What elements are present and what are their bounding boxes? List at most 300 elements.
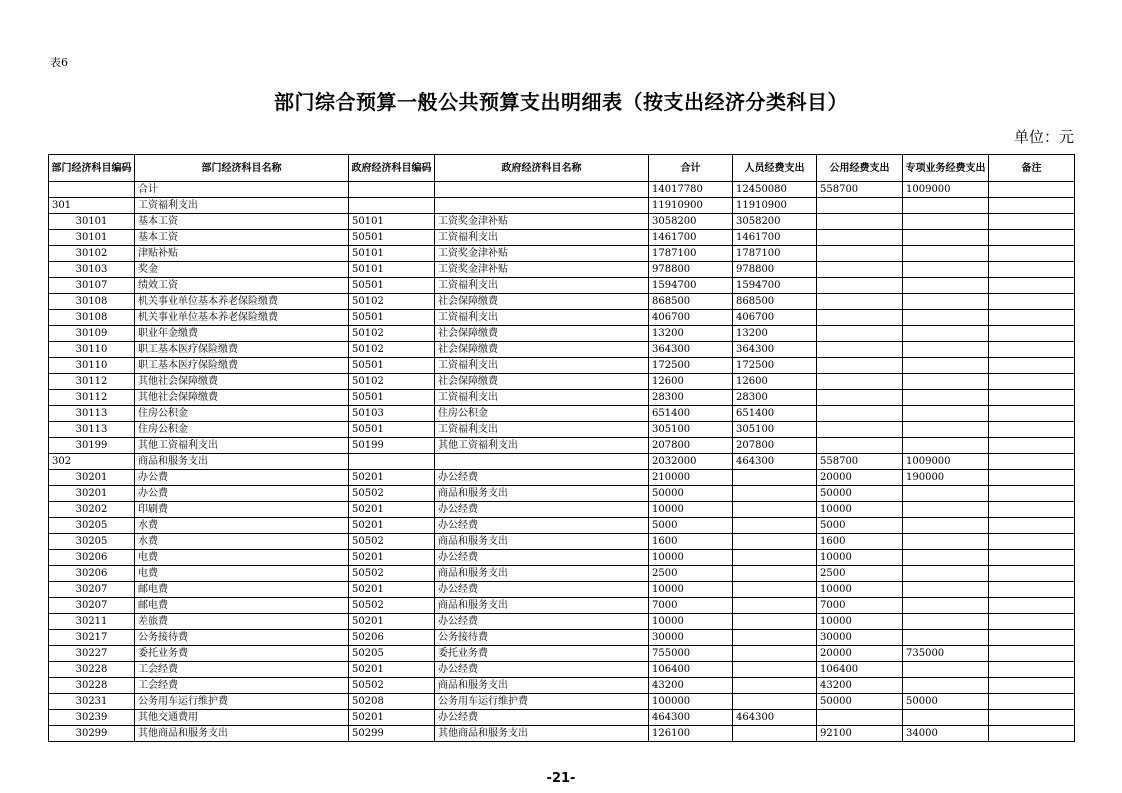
gov-code-cell: 50502 [349,678,435,694]
special-cell [903,374,989,390]
dept-code-cell: 30108 [49,294,135,310]
gov-code-cell [349,182,435,198]
total-cell: 50000 [649,486,733,502]
dept-code-cell: 30112 [49,390,135,406]
special-cell [903,214,989,230]
gov-name-cell: 办公经费 [435,470,649,486]
table-row [49,694,1075,710]
dept-name-cell: 奖金 [135,262,349,278]
remarks-cell [989,518,1075,534]
dept-name-cell: 住房公积金 [135,422,349,438]
total-cell: 172500 [649,358,733,374]
remarks-cell [989,326,1075,342]
dept-name-cell: 公务接待费 [135,630,349,646]
gov-code-cell: 50201 [349,582,435,598]
total-cell: 43200 [649,678,733,694]
col-header-personnel: 人员经费支出 [733,155,817,182]
dept-code-cell: 30201 [49,470,135,486]
special-cell: 190000 [903,470,989,486]
dept-code-cell: 30108 [49,310,135,326]
special-cell [903,550,989,566]
dept-code-cell: 30110 [49,342,135,358]
remarks-cell [989,310,1075,326]
gov-name-cell: 办公经费 [435,550,649,566]
total-cell: 1594700 [649,278,733,294]
table-row [49,550,1075,566]
dept-code-cell: 30228 [49,678,135,694]
dept-name-cell: 其他工资福利支出 [135,438,349,454]
dept-code-cell: 30206 [49,566,135,582]
table-row [49,342,1075,358]
gov-name-cell: 商品和服务支出 [435,598,649,614]
gov-code-cell: 50501 [349,310,435,326]
remarks-cell [989,550,1075,566]
total-cell: 2500 [649,566,733,582]
dept-code-cell: 30205 [49,534,135,550]
special-cell [903,326,989,342]
special-cell [903,630,989,646]
dept-name-cell: 电费 [135,550,349,566]
public-cell: 10000 [817,582,903,598]
dept-code-cell: 30211 [49,614,135,630]
special-cell [903,294,989,310]
dept-name-cell: 其他社会保障缴费 [135,374,349,390]
dept-name-cell: 其他交通费用 [135,710,349,726]
total-cell: 126100 [649,726,733,742]
dept-code-cell: 30231 [49,694,135,710]
dept-name-cell: 委托业务费 [135,646,349,662]
total-cell: 2032000 [649,454,733,470]
gov-code-cell: 50206 [349,630,435,646]
dept-name-cell: 办公费 [135,470,349,486]
remarks-cell [989,694,1075,710]
special-cell [903,406,989,422]
table-row [49,182,1075,198]
dept-code-cell: 30113 [49,406,135,422]
col-header-dept-code: 部门经济科目编码 [49,155,135,182]
total-cell: 28300 [649,390,733,406]
remarks-cell [989,662,1075,678]
gov-name-cell [435,198,649,214]
gov-name-cell: 办公经费 [435,502,649,518]
dept-code-cell: 30110 [49,358,135,374]
table-row [49,454,1075,470]
gov-name-cell: 办公经费 [435,710,649,726]
dept-name-cell: 邮电费 [135,582,349,598]
special-cell [903,502,989,518]
dept-code-cell: 30202 [49,502,135,518]
public-cell [817,230,903,246]
total-cell: 5000 [649,518,733,534]
personnel-cell: 978800 [733,262,817,278]
gov-name-cell: 商品和服务支出 [435,486,649,502]
special-cell [903,486,989,502]
gov-code-cell [349,198,435,214]
special-cell [903,438,989,454]
total-cell: 12600 [649,374,733,390]
total-cell: 305100 [649,422,733,438]
public-cell [817,246,903,262]
dept-name-cell: 其他社会保障缴费 [135,390,349,406]
special-cell [903,198,989,214]
remarks-cell [989,710,1075,726]
public-cell: 1600 [817,534,903,550]
personnel-cell [733,470,817,486]
remarks-cell [989,470,1075,486]
table-row [49,230,1075,246]
gov-name-cell: 工资奖金津补贴 [435,214,649,230]
table-row [49,502,1075,518]
gov-code-cell: 50502 [349,566,435,582]
special-cell [903,422,989,438]
dept-name-cell: 机关事业单位基本养老保险缴费 [135,294,349,310]
gov-name-cell: 办公经费 [435,662,649,678]
personnel-cell [733,582,817,598]
gov-code-cell: 50208 [349,694,435,710]
gov-code-cell: 50102 [349,342,435,358]
personnel-cell: 1787100 [733,246,817,262]
gov-code-cell: 50501 [349,278,435,294]
public-cell: 5000 [817,518,903,534]
public-cell [817,278,903,294]
table-row [49,486,1075,502]
personnel-cell: 868500 [733,294,817,310]
remarks-cell [989,198,1075,214]
gov-code-cell: 50101 [349,214,435,230]
remarks-cell [989,390,1075,406]
total-cell: 13200 [649,326,733,342]
special-cell: 50000 [903,694,989,710]
dept-code-cell [49,182,135,198]
table-row [49,470,1075,486]
personnel-cell: 207800 [733,438,817,454]
public-cell: 10000 [817,614,903,630]
remarks-cell [989,726,1075,742]
table-row [49,214,1075,230]
total-cell: 100000 [649,694,733,710]
table-row [49,710,1075,726]
gov-name-cell: 其他商品和服务支出 [435,726,649,742]
public-cell [817,438,903,454]
special-cell [903,342,989,358]
expenditure-table [48,154,1075,742]
personnel-cell [733,566,817,582]
gov-code-cell: 50102 [349,374,435,390]
table-row [49,582,1075,598]
gov-code-cell: 50101 [349,246,435,262]
total-cell: 755000 [649,646,733,662]
dept-code-cell: 30239 [49,710,135,726]
gov-code-cell: 50502 [349,534,435,550]
special-cell [903,710,989,726]
special-cell [903,662,989,678]
dept-code-cell: 30112 [49,374,135,390]
personnel-cell: 172500 [733,358,817,374]
dept-name-cell: 水费 [135,518,349,534]
page-number: -21- [546,771,576,786]
remarks-cell [989,566,1075,582]
dept-code-cell: 30299 [49,726,135,742]
gov-code-cell: 50201 [349,518,435,534]
personnel-cell: 1461700 [733,230,817,246]
remarks-cell [989,502,1075,518]
dept-name-cell: 基本工资 [135,214,349,230]
dept-name-cell: 邮电费 [135,598,349,614]
gov-code-cell: 50501 [349,230,435,246]
dept-code-cell: 30102 [49,246,135,262]
public-cell: 92100 [817,726,903,742]
gov-code-cell: 50205 [349,646,435,662]
dept-code-cell: 302 [49,454,135,470]
table-row [49,294,1075,310]
total-cell: 1461700 [649,230,733,246]
gov-name-cell: 社会保障缴费 [435,342,649,358]
special-cell: 1009000 [903,182,989,198]
gov-code-cell: 50501 [349,390,435,406]
remarks-cell [989,422,1075,438]
table-row [49,358,1075,374]
table-row [49,598,1075,614]
dept-code-cell: 30205 [49,518,135,534]
dept-code-cell: 301 [49,198,135,214]
personnel-cell [733,502,817,518]
gov-code-cell: 50501 [349,422,435,438]
dept-name-cell: 印刷费 [135,502,349,518]
personnel-cell: 12450080 [733,182,817,198]
total-cell: 10000 [649,614,733,630]
table-header-row [49,155,1075,182]
table-row [49,310,1075,326]
dept-name-cell: 绩效工资 [135,278,349,294]
personnel-cell: 11910900 [733,198,817,214]
remarks-cell [989,630,1075,646]
public-cell: 106400 [817,662,903,678]
dept-name-cell: 商品和服务支出 [135,454,349,470]
gov-name-cell: 社会保障缴费 [435,294,649,310]
table-row [49,326,1075,342]
gov-name-cell: 工资福利支出 [435,278,649,294]
personnel-cell [733,486,817,502]
total-cell: 978800 [649,262,733,278]
table-row [49,374,1075,390]
dept-code-cell: 30201 [49,486,135,502]
gov-code-cell: 50201 [349,550,435,566]
personnel-cell [733,678,817,694]
gov-code-cell: 50199 [349,438,435,454]
total-cell: 7000 [649,598,733,614]
personnel-cell [733,550,817,566]
dept-code-cell: 30206 [49,550,135,566]
gov-name-cell: 商品和服务支出 [435,534,649,550]
gov-name-cell: 委托业务费 [435,646,649,662]
remarks-cell [989,214,1075,230]
personnel-cell: 651400 [733,406,817,422]
special-cell [903,262,989,278]
public-cell: 558700 [817,454,903,470]
gov-name-cell: 办公经费 [435,614,649,630]
gov-code-cell: 50502 [349,598,435,614]
gov-code-cell: 50102 [349,326,435,342]
gov-name-cell: 办公经费 [435,518,649,534]
special-cell: 34000 [903,726,989,742]
dept-code-cell: 30101 [49,230,135,246]
gov-code-cell: 50201 [349,710,435,726]
gov-code-cell [349,454,435,470]
gov-code-cell: 50501 [349,358,435,374]
remarks-cell [989,646,1075,662]
remarks-cell [989,678,1075,694]
table-row [49,438,1075,454]
table-row [49,646,1075,662]
dept-code-cell: 30113 [49,422,135,438]
total-cell: 651400 [649,406,733,422]
dept-name-cell: 工资福利支出 [135,198,349,214]
personnel-cell: 1594700 [733,278,817,294]
public-cell [817,710,903,726]
total-cell: 106400 [649,662,733,678]
total-cell: 207800 [649,438,733,454]
remarks-cell [989,598,1075,614]
col-header-dept-name: 部门经济科目名称 [135,155,349,182]
public-cell [817,294,903,310]
personnel-cell: 12600 [733,374,817,390]
gov-code-cell: 50502 [349,486,435,502]
remarks-cell [989,582,1075,598]
personnel-cell: 13200 [733,326,817,342]
col-header-remarks: 备注 [989,155,1075,182]
personnel-cell [733,534,817,550]
personnel-cell: 364300 [733,342,817,358]
public-cell: 10000 [817,550,903,566]
gov-name-cell: 工资奖金津补贴 [435,262,649,278]
public-cell [817,358,903,374]
dept-code-cell: 30207 [49,582,135,598]
public-cell [817,326,903,342]
public-cell [817,390,903,406]
table-row [49,278,1075,294]
gov-name-cell: 工资福利支出 [435,310,649,326]
table-row [49,262,1075,278]
gov-name-cell [435,454,649,470]
total-cell: 10000 [649,502,733,518]
personnel-cell: 3058200 [733,214,817,230]
total-cell: 10000 [649,550,733,566]
table-tag: 表6 [50,56,68,69]
dept-code-cell: 30199 [49,438,135,454]
special-cell [903,390,989,406]
col-header-special: 专项业务经费支出 [903,155,989,182]
col-header-gov-name: 政府经济科目名称 [435,155,649,182]
public-cell: 558700 [817,182,903,198]
public-cell [817,262,903,278]
personnel-cell [733,726,817,742]
personnel-cell [733,518,817,534]
dept-name-cell: 职工基本医疗保险缴费 [135,342,349,358]
special-cell [903,310,989,326]
gov-name-cell: 社会保障缴费 [435,374,649,390]
gov-name-cell: 商品和服务支出 [435,678,649,694]
total-cell: 1787100 [649,246,733,262]
total-cell: 14017780 [649,182,733,198]
public-cell [817,422,903,438]
dept-name-cell: 差旅费 [135,614,349,630]
table-row [49,246,1075,262]
public-cell: 30000 [817,630,903,646]
remarks-cell [989,294,1075,310]
table-row [49,534,1075,550]
dept-name-cell: 工会经费 [135,678,349,694]
public-cell: 43200 [817,678,903,694]
col-header-public: 公用经费支出 [817,155,903,182]
public-cell: 2500 [817,566,903,582]
gov-name-cell [435,182,649,198]
total-cell: 11910900 [649,198,733,214]
public-cell [817,198,903,214]
table-row [49,662,1075,678]
public-cell: 10000 [817,502,903,518]
gov-name-cell: 工资福利支出 [435,230,649,246]
dept-code-cell: 30217 [49,630,135,646]
personnel-cell: 28300 [733,390,817,406]
page-title: 部门综合预算一般公共预算支出明细表（按支出经济分类科目） [274,90,848,114]
remarks-cell [989,182,1075,198]
total-cell: 3058200 [649,214,733,230]
personnel-cell [733,662,817,678]
gov-code-cell: 50102 [349,294,435,310]
gov-code-cell: 50103 [349,406,435,422]
total-cell: 464300 [649,710,733,726]
gov-name-cell: 公务用车运行维护费 [435,694,649,710]
remarks-cell [989,262,1075,278]
gov-code-cell: 50201 [349,470,435,486]
personnel-cell [733,614,817,630]
public-cell [817,310,903,326]
personnel-cell [733,646,817,662]
gov-name-cell: 社会保障缴费 [435,326,649,342]
gov-name-cell: 公务接待费 [435,630,649,646]
special-cell [903,614,989,630]
public-cell [817,342,903,358]
remarks-cell [989,406,1075,422]
dept-name-cell: 合计 [135,182,349,198]
gov-name-cell: 商品和服务支出 [435,566,649,582]
total-cell: 364300 [649,342,733,358]
total-cell: 868500 [649,294,733,310]
table-row [49,406,1075,422]
col-header-total: 合计 [649,155,733,182]
gov-code-cell: 50201 [349,662,435,678]
table-row [49,518,1075,534]
special-cell: 1009000 [903,454,989,470]
dept-name-cell: 职工基本医疗保险缴费 [135,358,349,374]
gov-name-cell: 工资福利支出 [435,390,649,406]
gov-name-cell: 其他工资福利支出 [435,438,649,454]
special-cell [903,678,989,694]
gov-code-cell: 50299 [349,726,435,742]
special-cell: 735000 [903,646,989,662]
special-cell [903,534,989,550]
gov-code-cell: 50201 [349,502,435,518]
remarks-cell [989,342,1075,358]
special-cell [903,566,989,582]
dept-name-cell: 其他商品和服务支出 [135,726,349,742]
personnel-cell [733,694,817,710]
personnel-cell [733,598,817,614]
dept-name-cell: 住房公积金 [135,406,349,422]
public-cell: 50000 [817,486,903,502]
personnel-cell: 406700 [733,310,817,326]
dept-code-cell: 30103 [49,262,135,278]
